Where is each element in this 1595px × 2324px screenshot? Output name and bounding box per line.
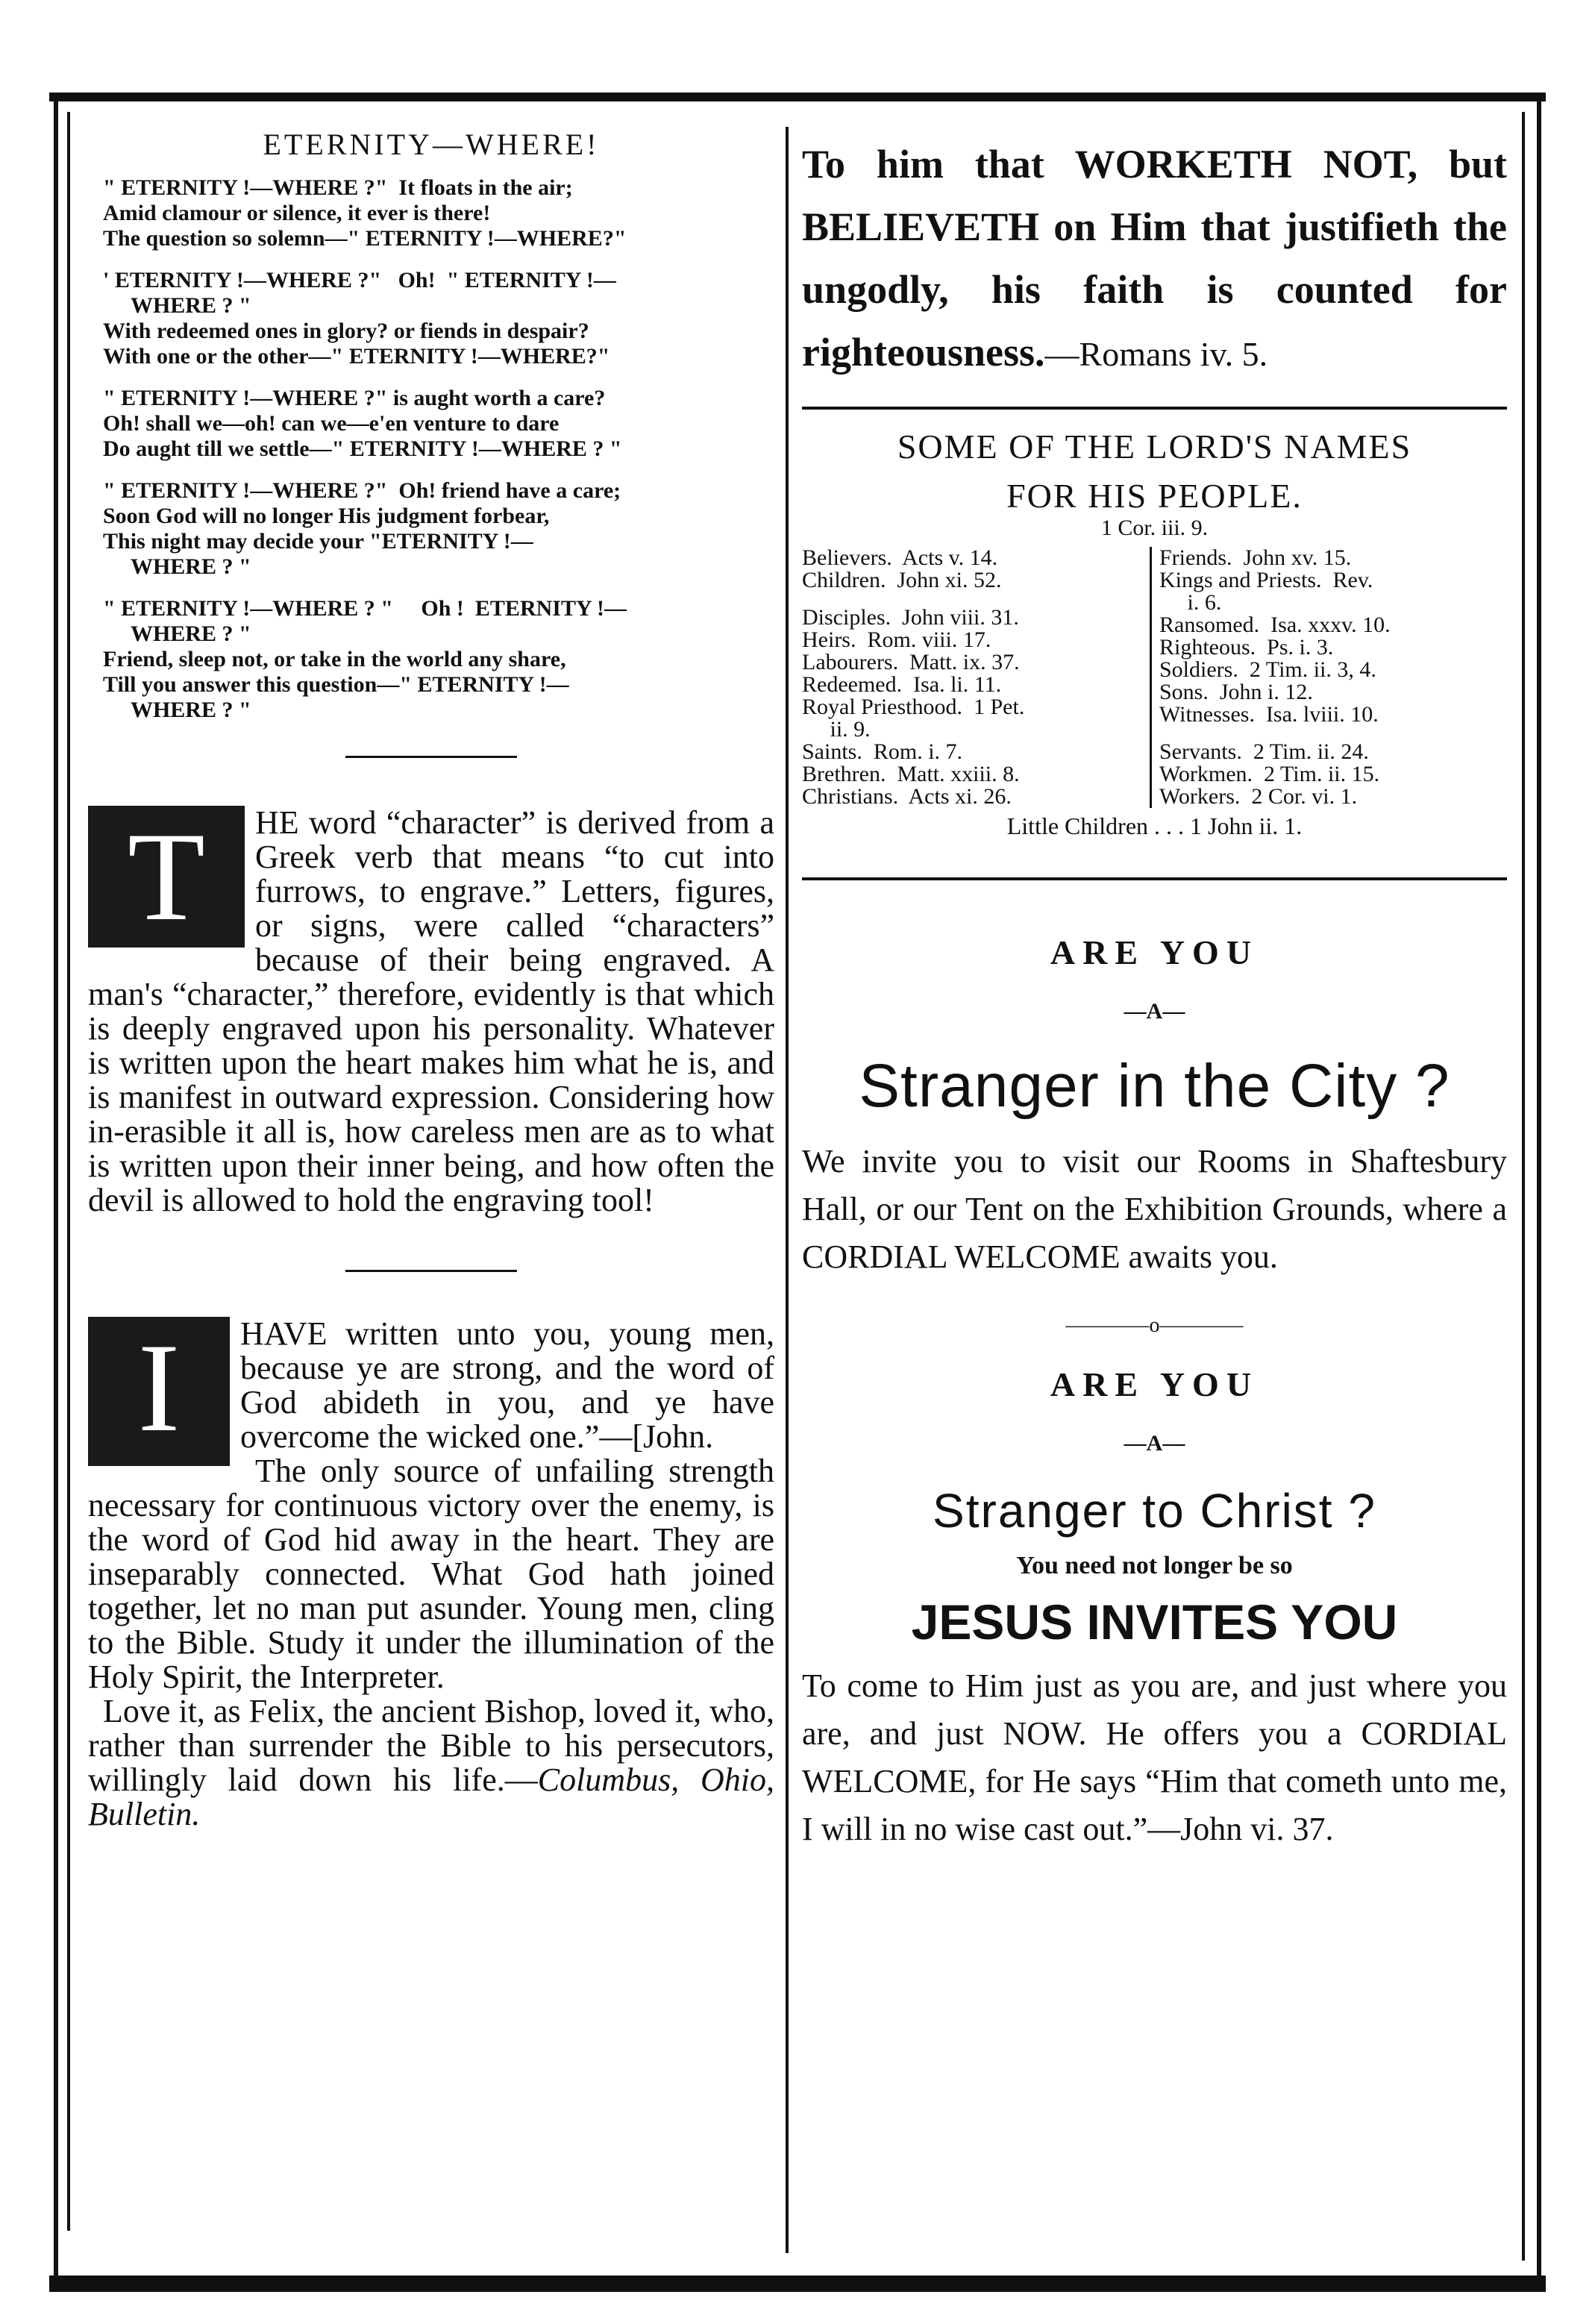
- name-entry: Witnesses. Isa. lviii. 10.: [1159, 702, 1379, 727]
- name-entry: Servants. 2 Tim. ii. 24.: [1159, 739, 1369, 764]
- column-divider: [786, 127, 789, 2253]
- poem-line: Soon God will no longer His judgment forbear,: [103, 504, 550, 528]
- name-entry: Disciples. John viii. 31.: [802, 605, 1019, 630]
- written-source: Columbus, Ohio, Bulletin.: [88, 1761, 774, 1832]
- name-entry: Royal Priesthood. 1 Pet.: [802, 695, 1025, 719]
- frame-inner-left: [67, 112, 70, 2231]
- name-entry: Brethren. Matt. xxiii. 8.: [802, 762, 1020, 786]
- eternity-title: ETERNITY—WHERE!: [263, 128, 600, 161]
- jesus-invites-heading: JESUS INVITES YOU: [911, 1594, 1398, 1650]
- need-not-text: You need not longer be so: [1016, 1552, 1293, 1579]
- frame-bottom-border: [49, 2276, 1546, 2292]
- section-rule: [345, 1270, 517, 1272]
- poem-line: Amid clamour or silence, it ever is there!: [103, 201, 491, 225]
- romans-verse: [802, 133, 1507, 386]
- poem-line: " ETERNITY !—WHERE ?" is aught worth a care?: [103, 386, 606, 410]
- left-column: [88, 127, 774, 1832]
- name-entry: i. 6.: [1159, 590, 1222, 615]
- o-rule: ————o————: [1065, 1314, 1244, 1337]
- poem-line: ' ETERNITY !—WHERE ?" Oh! " ETERNITY !—: [103, 268, 616, 292]
- poem-stanza: [103, 386, 774, 462]
- stranger-christ-heading: Stranger to Christ ?: [933, 1484, 1376, 1538]
- poem-line: With one or the other—" ETERNITY !—WHERE?": [103, 344, 610, 369]
- verse-text: To him that WORKETH NOT, but BELIEVETH on Him that justifieth the ungodly, his faith is counted for righteousness.: [802, 142, 1507, 375]
- verse-ref: —Romans iv. 5.: [1044, 335, 1268, 373]
- name-entry: [802, 592, 1144, 607]
- name-entry: ii. 9.: [802, 717, 871, 742]
- poem-line: WHERE ? ": [103, 293, 251, 318]
- name-entry: Righteous. Ps. i. 3.: [1159, 635, 1334, 660]
- section-rule: [802, 877, 1507, 880]
- name-entry: Workers. 2 Cor. vi. 1.: [1159, 784, 1358, 809]
- poem-line: WHERE ? ": [103, 621, 251, 646]
- a-line-1: —A—: [1124, 999, 1185, 1024]
- a-line-2: —A—: [1124, 1431, 1185, 1456]
- invite-text: We invite you to visit our Rooms in Shaftesbury Hall, or our Tent on the Exhibition Grounds, where a CORDIAL WELCOME awaits you.: [802, 1143, 1507, 1275]
- names-ref: 1 Cor. iii. 9.: [1100, 516, 1209, 540]
- section-rule: [802, 407, 1507, 410]
- poem-line: Till you answer this question—" ETERNITY !—: [103, 672, 569, 697]
- name-entry: Believers. Acts v. 14.: [802, 545, 998, 570]
- name-entry: Friends. John xv. 15.: [1159, 545, 1352, 570]
- name-entry: Christians. Acts xi. 26.: [802, 784, 1012, 809]
- name-entry: Heirs. Rom. viii. 17.: [802, 627, 991, 652]
- poem-stanza: [103, 478, 774, 580]
- name-entry: Labourers. Matt. ix. 37.: [802, 650, 1020, 674]
- frame-inner-right: [1522, 112, 1525, 2261]
- name-entry: Saints. Rom. i. 7.: [802, 739, 963, 764]
- names-title-1: SOME OF THE LORD'S NAMES: [897, 427, 1412, 466]
- poem-line: This night may decide your "ETERNITY !—: [103, 529, 533, 554]
- poem-stanza: [103, 596, 774, 723]
- poem-line: With redeemed ones in glory? or fiends in despair?: [103, 319, 589, 343]
- poem-line: Do aught till we settle—" ETERNITY !—WHERE ? ": [103, 436, 622, 461]
- character-text: HE word “character” is derived from a Greek verb that means “to cut into furrows, to engrave.” Letters, figures, or signs, were called “characters” because of their being engraved. A man's “character,” therefore, evidently is that which is deeply engraved upon his personality. Whatever is written upon the heart makes him what he is, and is manifest in outward expression. Considering how in-erasible it all is, how careless men are as to what is written upon their inner being, and how often the devil is allowed to hold the engraving tool!: [88, 804, 774, 1218]
- eternity-poem: [88, 175, 774, 723]
- names-grid: [802, 547, 1507, 808]
- poem-line: WHERE ? ": [103, 698, 251, 722]
- written-p3-text: Love it, as Felix, the ancient Bishop, loved it, who, rather than surrender the Bible to his persecutors, willingly laid down his life.—: [88, 1693, 774, 1798]
- dropcap-t: T: [88, 806, 245, 948]
- poem-line: The question so solemn—" ETERNITY !—WHERE?": [103, 226, 627, 251]
- name-entry: Kings and Priests. Rev.: [1159, 568, 1373, 592]
- name-entry: Soldiers. 2 Tim. ii. 3, 4.: [1159, 657, 1376, 682]
- are-you-heading-2: ARE YOU: [1050, 1365, 1259, 1403]
- name-entry: Workmen. 2 Tim. ii. 15.: [1159, 762, 1380, 786]
- name-entry: Redeemed. Isa. li. 11.: [802, 672, 1002, 697]
- names-right-col: [1150, 547, 1507, 808]
- names-left-col: [802, 547, 1150, 808]
- are-you-heading-1: ARE YOU: [1050, 933, 1259, 971]
- written-article: [88, 1317, 774, 1832]
- names-title-2: FOR HIS PEOPLE.: [1006, 477, 1303, 515]
- name-entry: Ransomed. Isa. xxxv. 10.: [1159, 613, 1391, 637]
- name-entry: [1159, 726, 1501, 741]
- stranger-city-heading: Stranger in the City ?: [859, 1052, 1450, 1120]
- section-rule: [345, 756, 517, 758]
- poem-line: Oh! shall we—oh! can we—e'en venture to dare: [103, 411, 560, 436]
- poem-stanza: [103, 175, 774, 251]
- character-article: [88, 806, 774, 1218]
- poem-stanza: [103, 268, 774, 369]
- poem-line: Friend, sleep not, or take in the world any share,: [103, 647, 566, 671]
- dropcap-i: I: [88, 1317, 230, 1466]
- written-p3: [88, 1694, 774, 1832]
- name-entry: Children. John xi. 52.: [802, 568, 1002, 592]
- poem-line: WHERE ? ": [103, 554, 251, 579]
- name-entry: Sons. John i. 12.: [1159, 680, 1313, 704]
- poem-line: " ETERNITY !—WHERE ?" Oh! friend have a care;: [103, 478, 621, 503]
- poem-line: " ETERNITY !—WHERE ? " Oh ! ETERNITY !—: [103, 596, 627, 621]
- poem-line: " ETERNITY !—WHERE ?" It floats in the air;: [103, 175, 573, 200]
- written-p2: The only source of unfailing strength necessary for continuous victory over the enemy, is the word of God hid away in the heart. They are inseparably connected. What God hath joined together, let no man put asunder. Young men, cling to the Bible. Study it under the illumination of the Holy Spirit, the Interpreter.: [88, 1453, 774, 1695]
- written-text: HAVE written unto you, young men, because ye are strong, and the word of God abideth in you, and ye have overcome the wicked one.”—[John.: [240, 1315, 774, 1455]
- little-children: Little Children . . . 1 John ii. 1.: [1006, 812, 1303, 839]
- right-column: [802, 127, 1507, 1853]
- come-text: To come to Him just as you are, and just where you are, and just NOW. He offers you a CORDIAL WELCOME, for He says “Him that cometh unto me, I will in no wise cast out.”—John vi. 37.: [802, 1667, 1507, 1847]
